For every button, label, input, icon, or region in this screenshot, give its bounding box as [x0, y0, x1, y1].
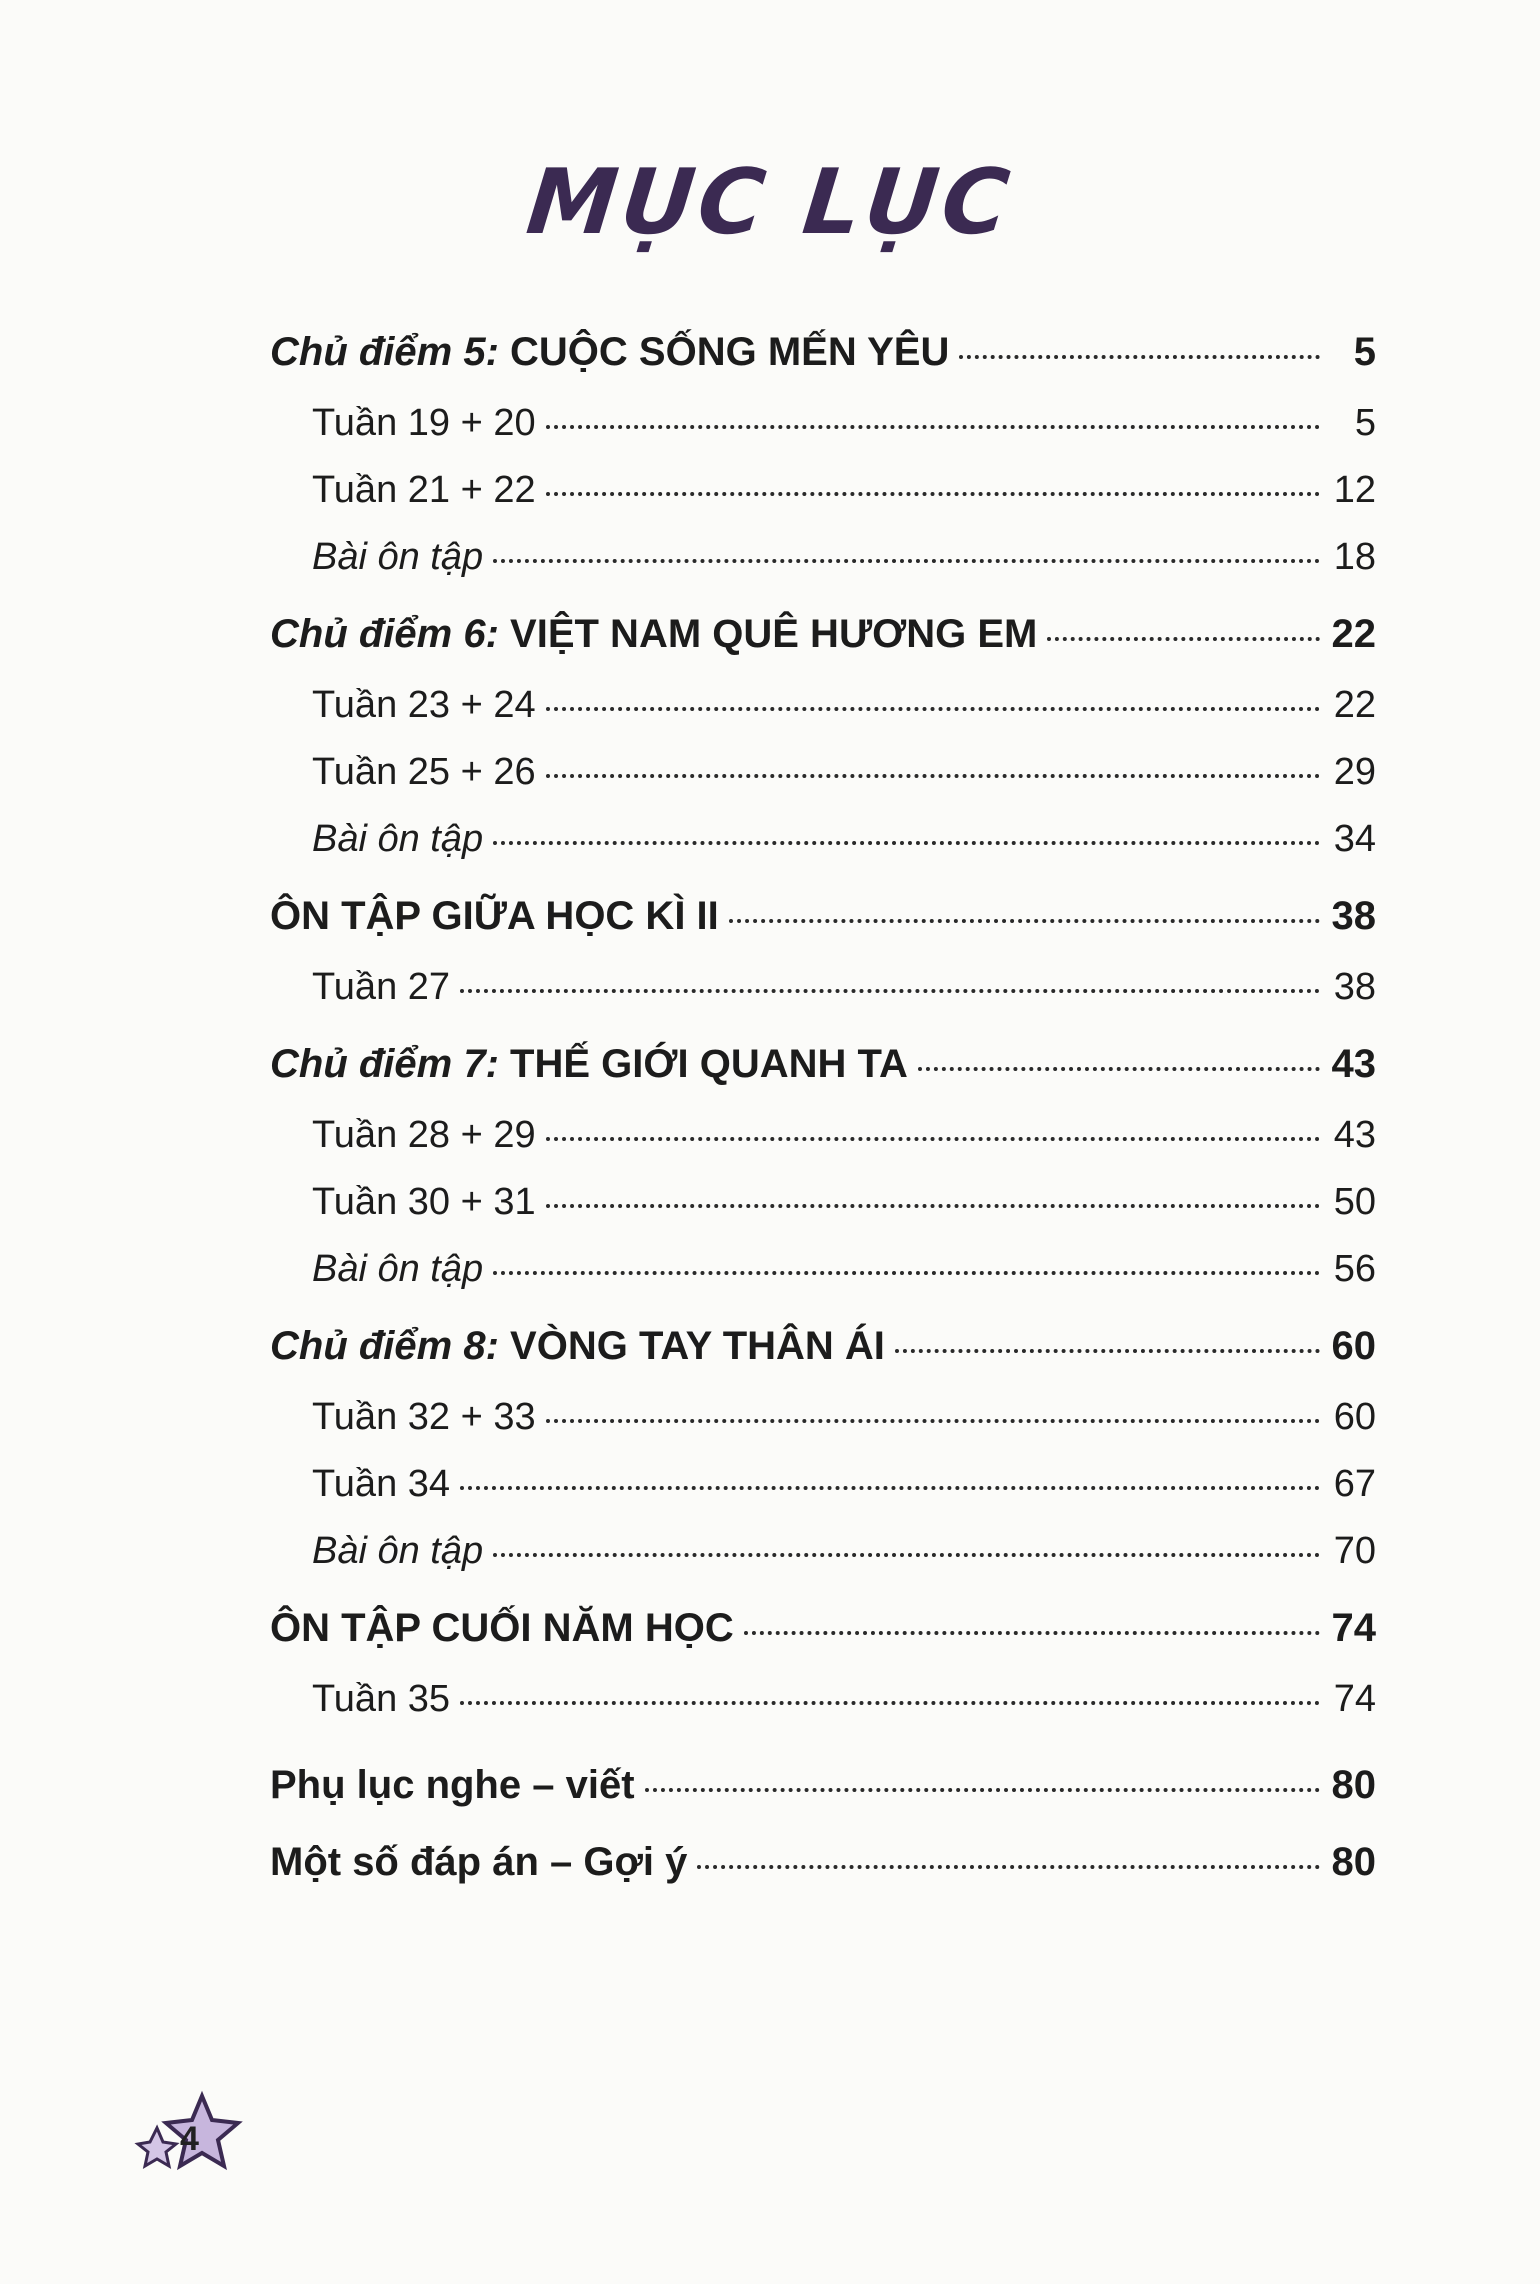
dot-leader — [493, 1271, 1320, 1275]
toc-entry[interactable] — [312, 684, 1376, 727]
page-ref: 70 — [1333, 1530, 1376, 1572]
page-ref: 56 — [1333, 1248, 1376, 1290]
entry-title: Tuần 35 — [312, 1678, 451, 1720]
toc-entry[interactable] — [312, 1181, 1376, 1224]
toc-section-final-review[interactable] — [270, 1606, 1376, 1651]
entry-title: Bài ôn tập — [312, 536, 484, 578]
page-ref: 29 — [1333, 751, 1376, 793]
toc-entry[interactable] — [312, 1396, 1376, 1439]
toc-entry[interactable] — [312, 818, 1376, 861]
chapter-prefix: Chủ điểm 7: — [270, 1042, 511, 1086]
section-title: ÔN TẬP CUỐI NĂM HỌC — [270, 1606, 734, 1650]
section-title: Một số đáp án – Gợi ý — [270, 1840, 688, 1884]
dot-leader — [546, 425, 1320, 429]
toc-entry[interactable] — [312, 751, 1376, 794]
page-number: 4 — [180, 2120, 199, 2158]
page-ref: 50 — [1333, 1181, 1376, 1223]
dot-leader — [895, 1349, 1320, 1353]
page-ref: 80 — [1331, 1840, 1376, 1884]
toc-chapter-6[interactable] — [270, 612, 1376, 657]
dot-leader — [729, 919, 1320, 923]
dot-leader — [546, 707, 1320, 711]
toc-entry[interactable] — [312, 1530, 1376, 1573]
page-ref: 43 — [1331, 1042, 1376, 1086]
page-ref: 34 — [1333, 818, 1376, 860]
toc-chapter-8[interactable] — [270, 1324, 1376, 1369]
page-ref: 60 — [1333, 1396, 1376, 1438]
dot-leader — [959, 355, 1320, 359]
toc-entry[interactable] — [312, 469, 1376, 512]
page-ref: 80 — [1331, 1763, 1376, 1807]
page-ref: 38 — [1333, 966, 1376, 1008]
chapter-title: CUỘC SỐNG MẾN YÊU — [510, 330, 950, 374]
toc-entry[interactable] — [312, 1114, 1376, 1157]
entry-title: Tuần 21 + 22 — [312, 469, 536, 511]
toc-entry[interactable] — [312, 402, 1376, 445]
page-ref: 74 — [1333, 1678, 1376, 1720]
entry-title: Tuần 32 + 33 — [312, 1396, 536, 1438]
page-ref: 60 — [1331, 1324, 1376, 1368]
page-ref: 67 — [1333, 1463, 1376, 1505]
dot-leader — [645, 1788, 1320, 1792]
chapter-title: VIỆT NAM QUÊ HƯƠNG EM — [510, 612, 1038, 656]
dot-leader — [493, 1553, 1320, 1557]
dot-leader — [546, 1137, 1320, 1141]
entry-title: Tuần 27 — [312, 966, 451, 1008]
dot-leader — [918, 1067, 1320, 1071]
page-ref: 12 — [1333, 469, 1376, 511]
chapter-prefix: Chủ điểm 5: — [270, 330, 511, 374]
toc-chapter-5[interactable] — [270, 330, 1376, 375]
page-ref: 18 — [1333, 536, 1376, 578]
toc-entry[interactable] — [312, 536, 1376, 579]
entry-title: Tuần 28 + 29 — [312, 1114, 536, 1156]
page-ref: 74 — [1331, 1606, 1376, 1650]
entry-title: Tuần 19 + 20 — [312, 402, 536, 444]
entry-title: Tuần 23 + 24 — [312, 684, 536, 726]
dot-leader — [493, 841, 1320, 845]
dot-leader — [460, 1701, 1320, 1705]
page-ref: 5 — [1353, 330, 1376, 374]
toc-section-midterm-review[interactable] — [270, 894, 1376, 939]
toc-section-appendix[interactable] — [270, 1763, 1376, 1808]
dot-leader — [460, 1486, 1320, 1490]
dot-leader — [697, 1865, 1319, 1869]
chapter-title: VÒNG TAY THÂN ÁI — [510, 1324, 885, 1368]
dot-leader — [546, 1204, 1320, 1208]
chapter-prefix: Chủ điểm 8: — [270, 1324, 511, 1368]
page-ref: 43 — [1333, 1114, 1376, 1156]
page-ref: 38 — [1331, 894, 1376, 938]
section-title: Phụ lục nghe – viết — [270, 1763, 635, 1807]
chapter-prefix: Chủ điểm 6: — [270, 612, 511, 656]
toc-entry[interactable] — [312, 1463, 1376, 1506]
entry-title: Bài ôn tập — [312, 1248, 484, 1290]
entry-title: Tuần 30 + 31 — [312, 1181, 536, 1223]
dot-leader — [546, 492, 1320, 496]
toc-chapter-7[interactable] — [270, 1042, 1376, 1087]
toc-entry[interactable] — [312, 966, 1376, 1009]
page-ref: 22 — [1333, 684, 1376, 726]
entry-title: Bài ôn tập — [312, 818, 484, 860]
dot-leader — [546, 1419, 1320, 1423]
section-title: ÔN TẬP GIỮA HỌC KÌ II — [270, 894, 719, 938]
toc-entry[interactable] — [312, 1678, 1376, 1721]
entry-title: Bài ôn tập — [312, 1530, 484, 1572]
entry-title: Tuần 25 + 26 — [312, 751, 536, 793]
toc-entry[interactable] — [312, 1248, 1376, 1291]
toc-section-answers[interactable] — [270, 1840, 1376, 1885]
page-ref: 22 — [1331, 612, 1376, 656]
dot-leader — [546, 774, 1320, 778]
chapter-title: THẾ GIỚI QUANH TA — [510, 1042, 908, 1086]
dot-leader — [1047, 637, 1319, 641]
page-title: MỤC LỤC — [522, 150, 1018, 255]
dot-leader — [493, 559, 1320, 563]
page-ref: 5 — [1354, 402, 1376, 444]
dot-leader — [460, 989, 1320, 993]
entry-title: Tuần 34 — [312, 1463, 451, 1505]
dot-leader — [744, 1631, 1320, 1635]
